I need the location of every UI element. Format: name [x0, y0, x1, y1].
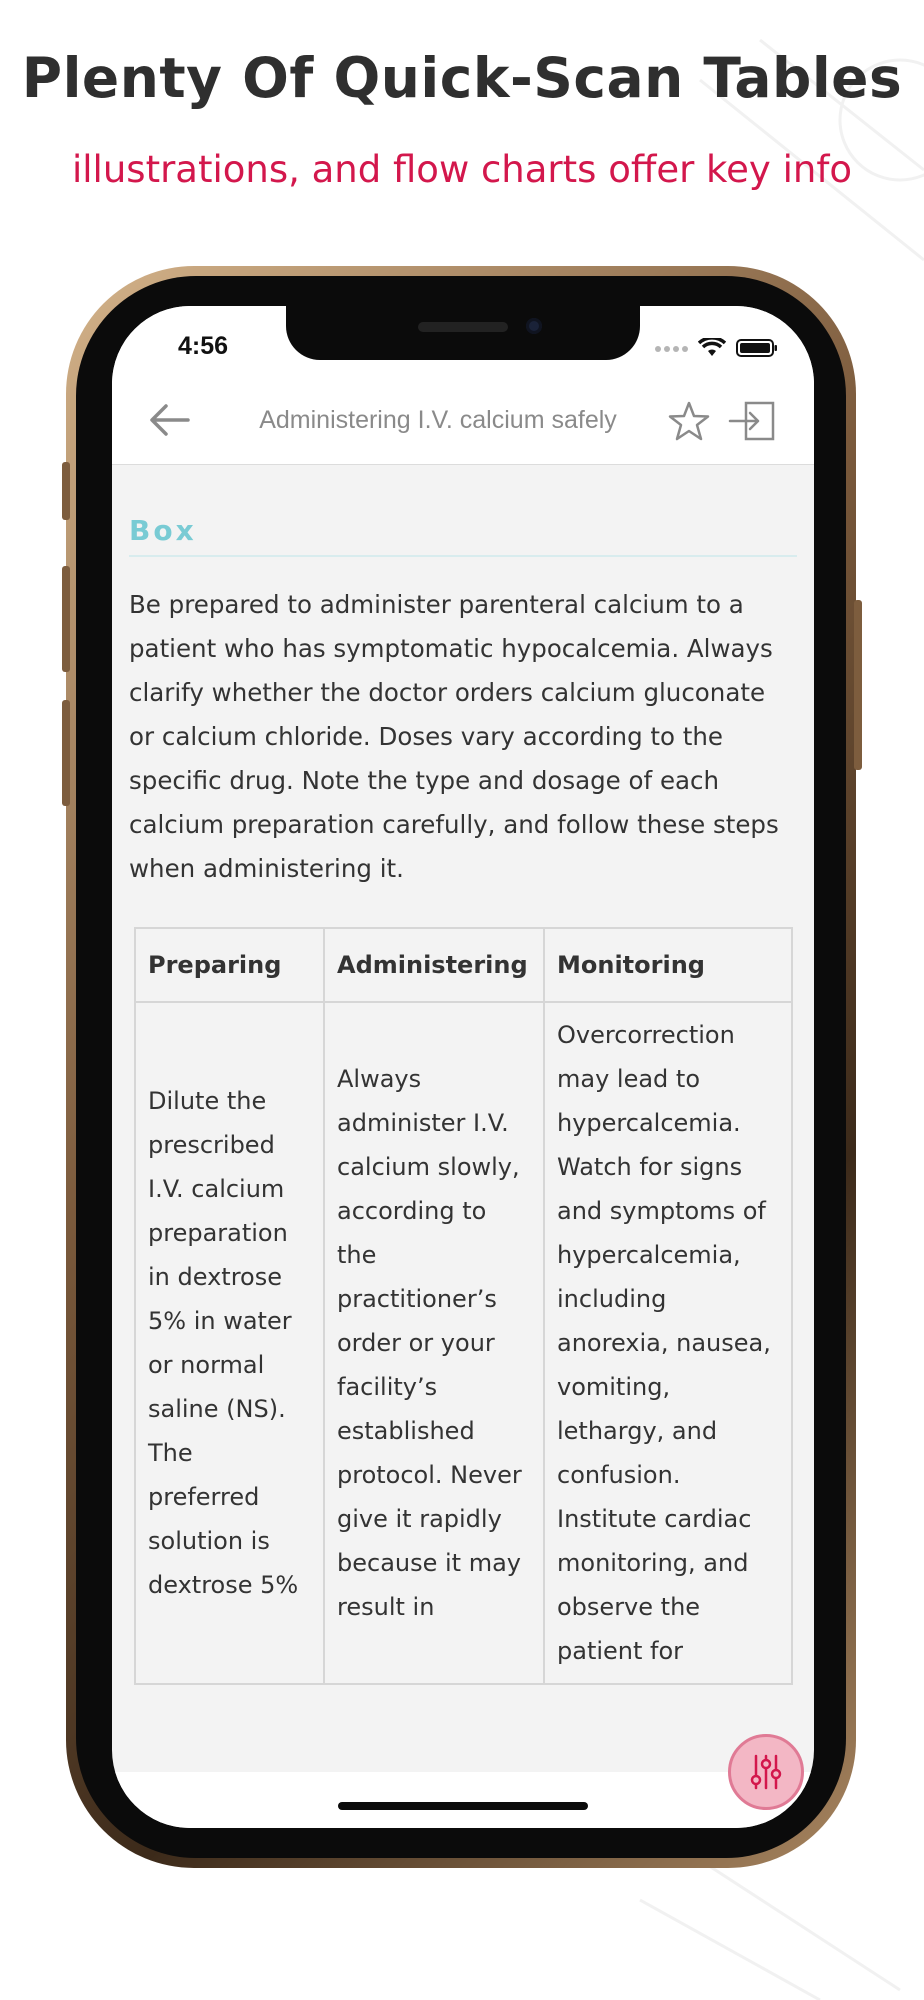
- signal-dots-icon: [654, 343, 688, 353]
- table-cell-preparing: Dilute the prescribed I.V. calcium preparation in dextrose 5% in water or normal saline (NS). The preferred solution is dextrose 5%: [135, 1002, 324, 1684]
- table-header: Administering: [324, 928, 544, 1002]
- section-heading: Box: [129, 514, 797, 557]
- calcium-table: [134, 927, 793, 1685]
- status-icons: [654, 338, 778, 358]
- exit-icon[interactable]: [728, 400, 776, 442]
- nav-title: Administering I.V. calcium safely: [259, 406, 617, 434]
- table-cell-monitoring: Overcorrection may lead to hypercalcemia. Watch for signs and symptoms of hypercalcemia, including anorexia, nausea, vomiting, lethargy, and confusion. Institute cardiac monitoring, and observe the patient for: [544, 1002, 792, 1684]
- nav-bar: [112, 378, 814, 465]
- table-cell-administering: Always administer I.V. calcium slowly, according to the practitioner’s order or your facility’s established protocol. Never give it rapidly because it may result in: [324, 1002, 544, 1684]
- home-bar: [112, 1772, 814, 1828]
- table-header: Monitoring: [544, 928, 792, 1002]
- home-indicator[interactable]: [338, 1802, 588, 1810]
- back-arrow-icon[interactable]: [148, 402, 192, 438]
- article-content: [129, 464, 797, 1788]
- star-icon[interactable]: [668, 400, 710, 442]
- phone-side-button: [62, 462, 70, 520]
- phone-screen: [112, 306, 814, 1828]
- wifi-icon: [698, 338, 726, 358]
- promo-subheadline: illustrations, and flow charts offer key info: [72, 148, 852, 191]
- promo-headline: Plenty Of Quick-Scan Tables: [21, 46, 903, 110]
- table-row: [135, 1002, 792, 1684]
- settings-fab-button[interactable]: [728, 1734, 804, 1810]
- phone-power-button: [854, 600, 862, 770]
- table-header-row: [135, 928, 792, 1002]
- table-header: Preparing: [135, 928, 324, 1002]
- phone-volume-down: [62, 700, 70, 806]
- settings-sliders-icon: [744, 1750, 788, 1794]
- phone-volume-up: [62, 566, 70, 672]
- status-time: 4:56: [178, 332, 229, 360]
- notch: [286, 306, 640, 360]
- battery-icon: [736, 338, 778, 358]
- intro-paragraph: Be prepared to administer parenteral calcium to a patient who has symptomatic hypocalcemia. Always clarify whether the doctor orders calcium gluconate or calcium chloride. Doses vary according to the specific drug. Note the type and dosage of each calcium preparation carefully, and follow these steps when administering it.: [129, 590, 779, 883]
